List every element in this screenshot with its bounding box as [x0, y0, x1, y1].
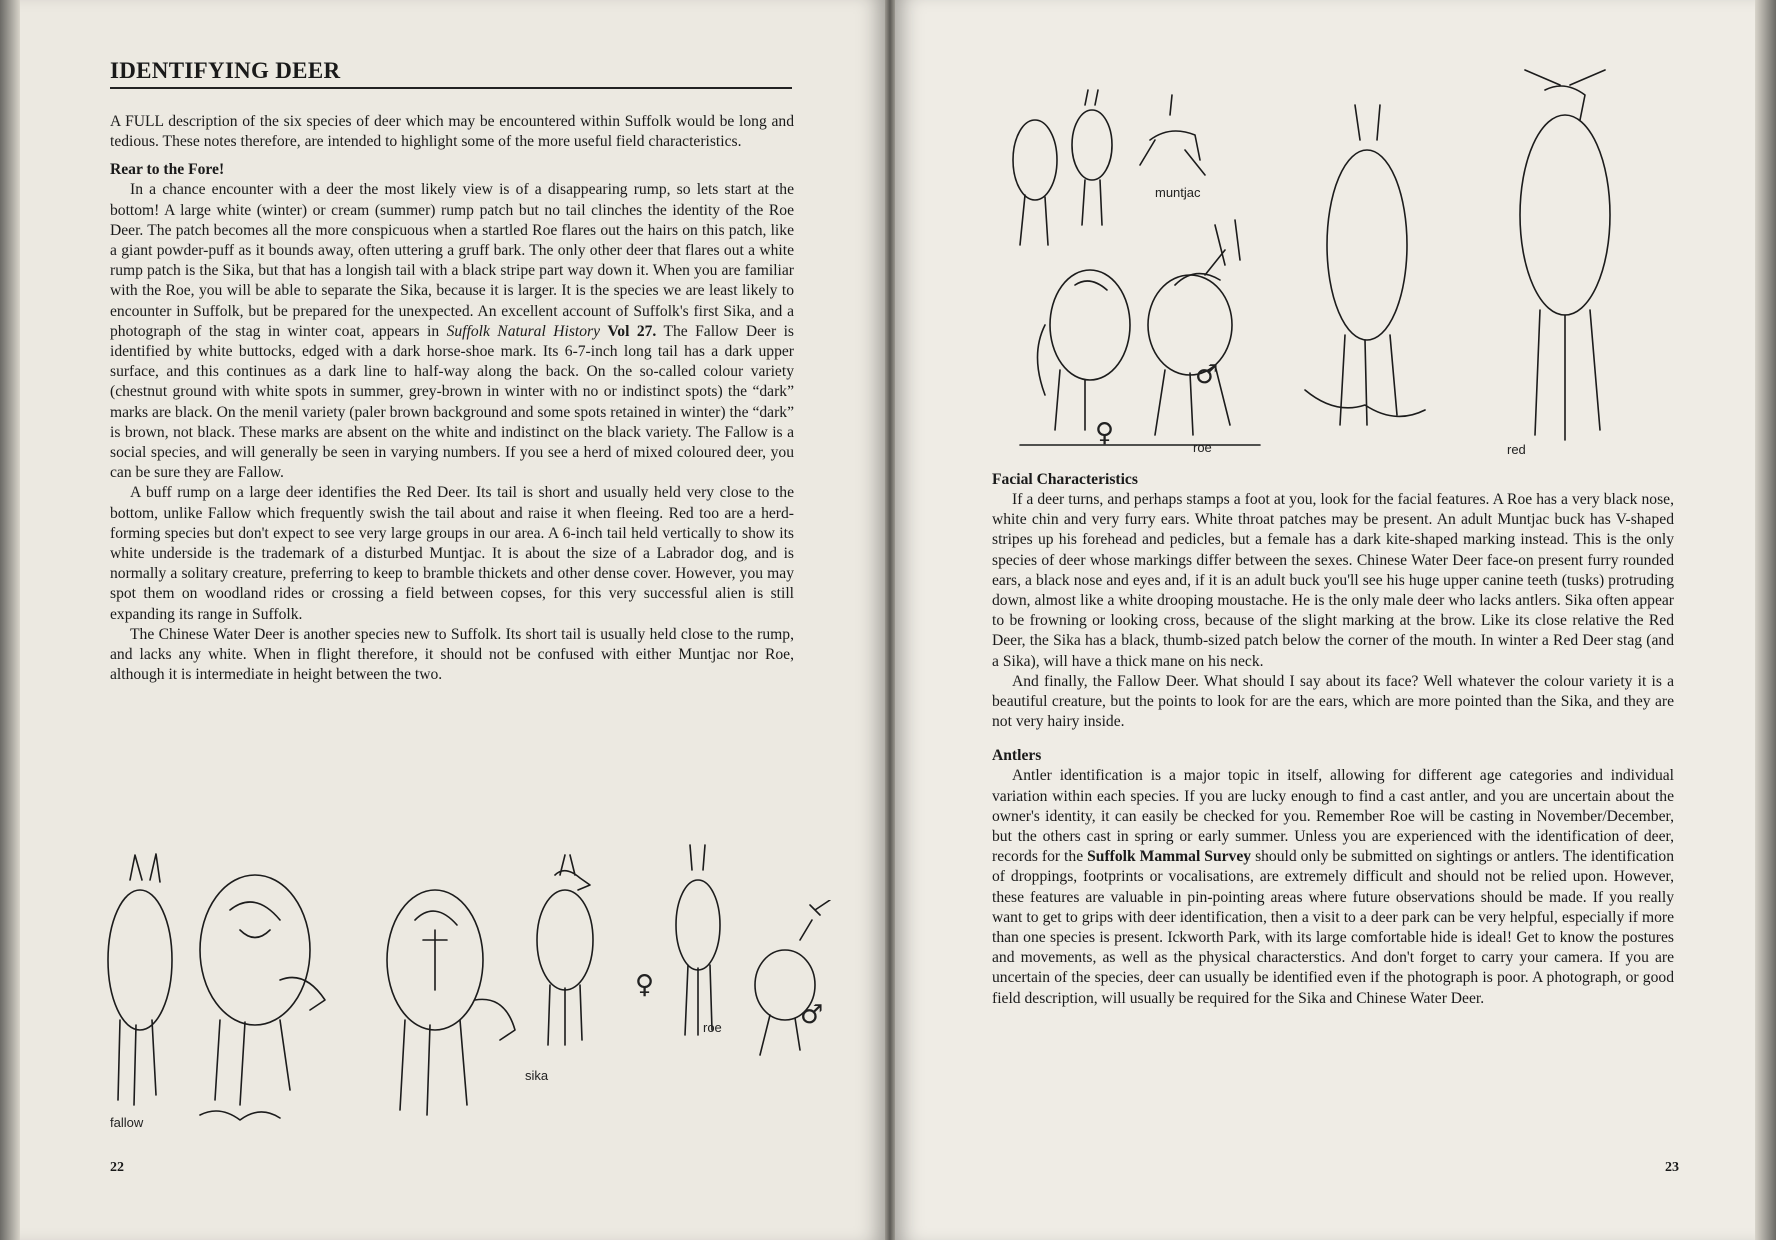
- book-edge-right: [1755, 0, 1776, 1240]
- male-symbol-right: ♂: [1195, 360, 1219, 390]
- fallow-deer-sketch: [90, 850, 350, 1140]
- paragraph-rear-1: In a chance encounter with a deer the most likely view is of a disappearing rump, so lets start at the bottom! A large white (winter) or cream (summer) rump patch but no tail clinches the identity of the Roe Deer. The patch becomes all the more conspicuous when a startled Roe flares out the hairs on this patch, like a giant powder-puff as it bounds away, often uttering a gruff bark. The only other deer that flares out a white rump patch is the Sika, but that has a longish tail with a black stripe part way down it. When you are familiar with the Roe, you will be able to separate the Sika, because it is larger. It is the species we are least likely to encounter in Suffolk, but be prepared for the unexpected. An excellent account of Suffolk's first Sika, and a photograph of the stag in winter coat, appears in Suffolk Natural History Vol 27. The Fallow Deer is identified by white buttocks, edged with a dark horse-shoe mark. Its 6-7-inch long tail has a dark upper surface, and this continues as a dark line to half-way along the back. On the so-called colour variety (chestnut ground with white spots in summer, grey-brown in winter with no or indistinct spots) the “dark” marks are black. On the menil variety (paler brown background and some spots retained in winter) the “dark” is brown, not black. These marks are absent on the white and indistinct on the black variety. The Fallow is a social species, and will generally be seen in varying numbers. If you see a herd of mixed coloured deer, you can be sure they are Fallow.: [110, 181, 794, 482]
- page-number-right: 23: [1665, 1160, 1679, 1175]
- female-symbol-left: ♀: [635, 970, 655, 1000]
- book-edge-left: [0, 0, 20, 1240]
- paragraph-facial-1: If a deer turns, and perhaps stamps a foot at you, look for the facial features. A Roe has a very black nose, white chin and very furry ears. White throat patches may be present. An adult Muntjac buck has V-shaped stripes up his forehead and pedicles, but a female has a dark kite-shaped marking instead. This is the only species of deer whose markings differ between the sexes. Chinese Water Deer face-on present furry rounded ears, a black nose and eyes and, if it is an adult buck you'll see his huge upper canine teeth (tusks) protruding down, almost like a white drooping moustache. He is the only male deer who lacks antlers. Sika often appear to be frowning or looking cross, because of the slight marking at the brow. Like its close relative the Red Deer, the Sika has a black, thumb-sized patch below the corner of the mouth. In winter a Red Deer stag (and a Sika), will have a thick mane on his neck.: [992, 491, 1674, 670]
- female-symbol-right: ♀: [1095, 418, 1115, 448]
- right-text-column: [992, 470, 1674, 1009]
- fig-label-sika: sika: [525, 1068, 549, 1083]
- paragraph-rear-3: The Chinese Water Deer is another species new to Suffolk. Its short tail is usually held close to the rump, and lacks any white. When in flight therefore, it should not be confused with either Muntjac nor Roe, although it is intermediate in height between the two.: [110, 625, 794, 684]
- fig-label-roe-right: roe: [1193, 440, 1212, 455]
- intro-paragraph: A FULL description of the six species of deer which may be encountered within Suffolk would be long and tedious. These notes therefore, are intended to highlight some of the more useful field characteristics.: [110, 113, 794, 151]
- page-number-left: 22: [110, 1160, 124, 1175]
- paragraph-rear-2: A buff rump on a large deer identifies the Red Deer. Its tail is short and usually held very close to the bottom, unlike Fallow which frequently swish the tail about and raise it when fleeing. Red too are a herd-forming species but don't expect to see very large groups in our area. A 6-inch tail held vertically to show its white underside is the trademark of a disturbed Muntjac. It is about the size of a Labrador dog, and is normally a solitary creature, preferring to keep to bramble thickets and other dense cover. However, you may spot them on woodland rides or crossing a field between copses, for this very successful alien is still expanding its range in Suffolk.: [110, 484, 794, 623]
- male-symbol-left: ♂: [800, 1000, 824, 1030]
- left-page: [20, 0, 885, 1240]
- fig-label-roe-left: roe: [703, 1020, 722, 1035]
- book-gutter: [885, 0, 895, 1240]
- fig-label-muntjac: muntjac: [1155, 185, 1201, 200]
- right-page: [895, 0, 1755, 1240]
- title-rule: [110, 87, 792, 89]
- red-deer-sketches: [1295, 65, 1665, 455]
- sika-deer-standing-sketch: [510, 850, 620, 1050]
- left-text-column: [110, 112, 794, 685]
- section-heading-antlers: Antlers: [992, 747, 1042, 765]
- paragraph-facial-2: And finally, the Fallow Deer. What should I say about its face? Well whatever the colour variety it is a beautiful creature, but the points to look for are the ears, which are more pointed than the Sika, and they are not very hairy inside.: [992, 672, 1674, 731]
- roe-deer-group-sketch: [1015, 205, 1265, 455]
- page-title: IDENTIFYING DEER: [110, 58, 341, 83]
- section-heading-rear: Rear to the Fore!: [110, 161, 225, 179]
- roe-deer-side-sketch: [740, 900, 850, 1060]
- fig-label-red: red: [1507, 442, 1526, 457]
- fig-label-fallow: fallow: [110, 1115, 144, 1130]
- section-heading-facial: Facial Characteristics: [992, 471, 1138, 488]
- paragraph-antlers: Antler identification is a major topic in itself, allowing for different age categories and individual variation within each species. If you are lucky enough to find a cast antler, and you are uncertain about the owner's identity, it can easily be checked for you. Remember Roe will be casting in November/December, but the others cast in spring or early summer. Unless you are experienced with the identification of deer, records for the Suffolk Mammal Survey should only be submitted on sightings or antlers. The identification of droppings, footprints or vocalisations, are extremely difficult and should not be relied upon. However, these features are valuable in pin-pointing areas where future observations should be made. If you really want to get to grips with deer identification, then a visit to a deer park can be very helpful, especially if more than one species is present. Ickworth Park, with its large comfortable hide is ideal! Get to know the postures and movements, as well as the physical characterstics. And don't forget to carry your camera. If you are uncertain of the species, deer can usually be identified even if the photograph is poor. A photograph, or good field description, will usually be required for the Sika and Chinese Water Deer.: [992, 767, 1675, 1007]
- roe-deer-rear-sketch: [660, 840, 740, 1040]
